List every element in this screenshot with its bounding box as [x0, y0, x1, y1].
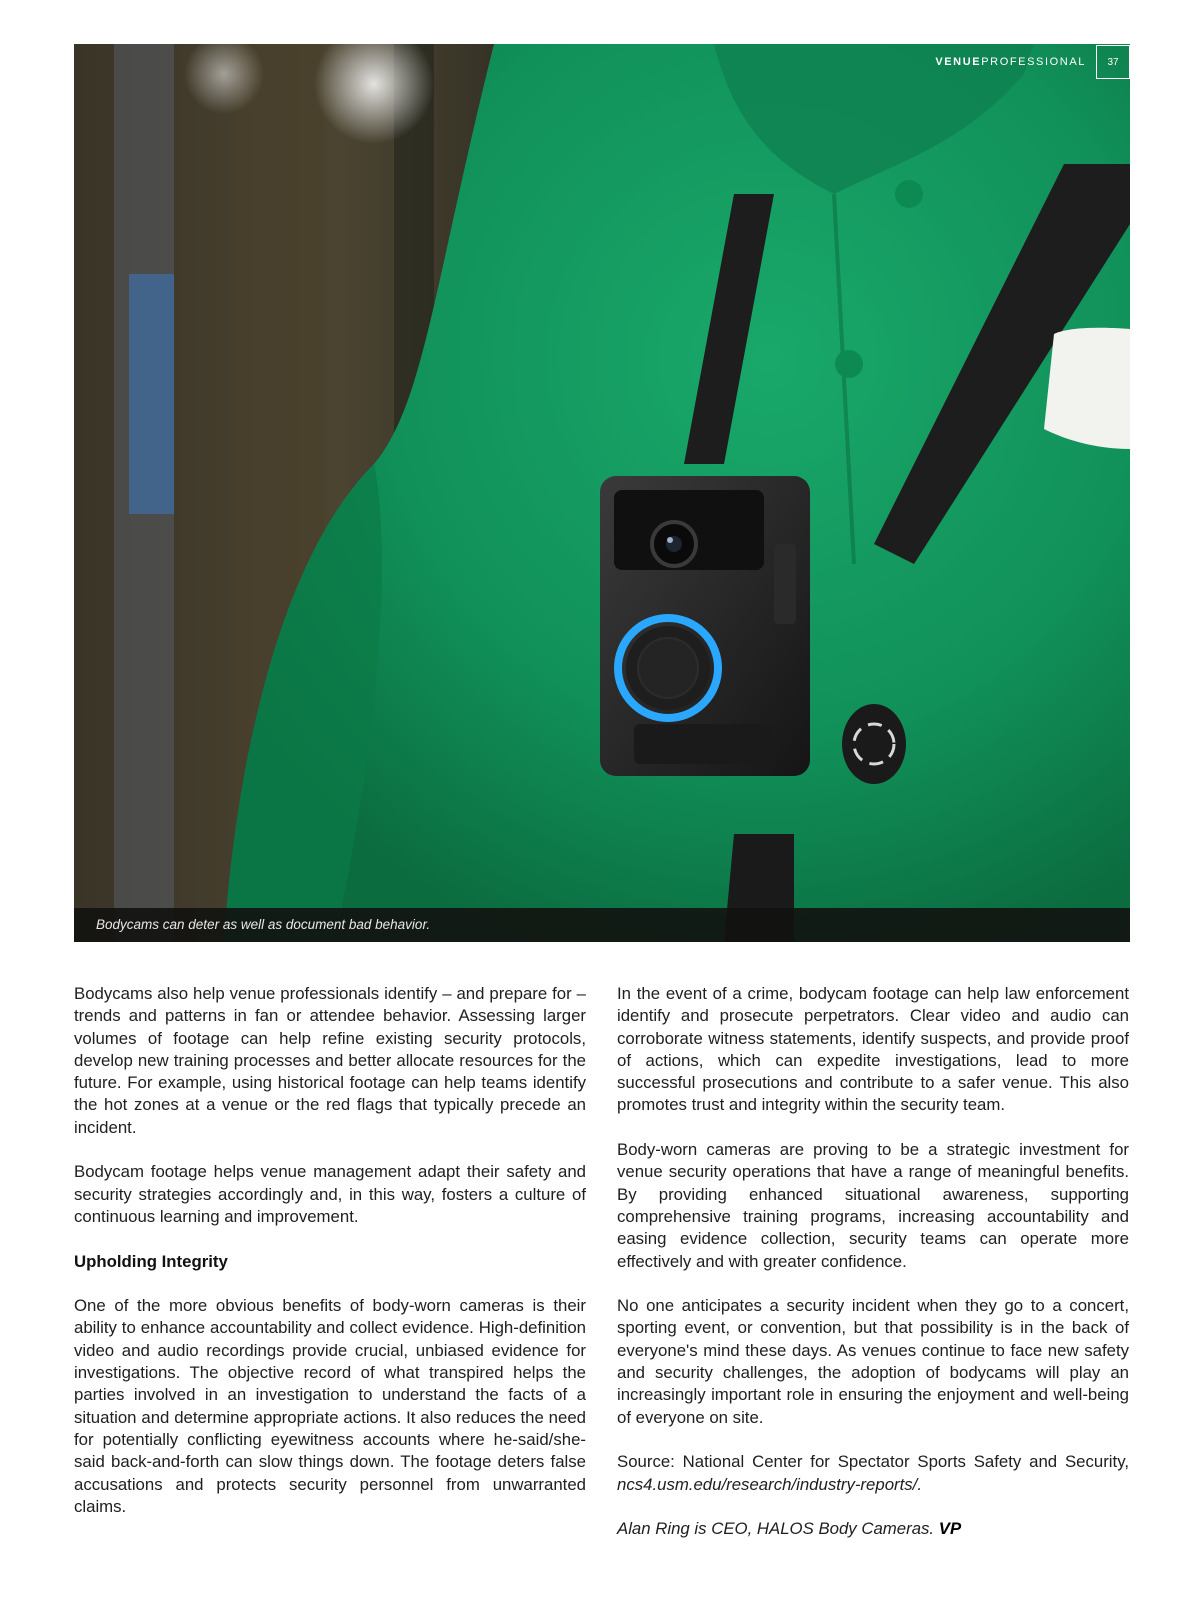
- brand-light: PROFESSIONAL: [981, 56, 1086, 68]
- source-label: Source: National Center for Spectator Sports Safety and Security,: [617, 1452, 1129, 1472]
- article-column-right: [617, 983, 1129, 1540]
- end-mark: VP: [938, 1519, 962, 1539]
- source-citation: [617, 1451, 1129, 1496]
- paragraph: Bodycam footage helps venue management adapt their safety and security strategies accordingly and, in this way, fosters a culture of continuous learning and improvement.: [74, 1162, 586, 1226]
- masthead: [935, 44, 1130, 80]
- author-byline: [617, 1518, 1129, 1540]
- section-heading: Upholding Integrity: [74, 1251, 228, 1271]
- paragraph: Bodycams also help venue professionals identify – and prepare for – trends and patterns in fan or attendee behavior. Assessing larger volumes of footage can help refine existing security protocols, develop new training processes and better allocate resources for the future. For example, using historical footage can help teams identify the hot zones at a venue or the red flags that typically precede an incident.: [74, 984, 586, 1137]
- brand-bold: VENUE: [935, 56, 982, 68]
- paragraph: Body-worn cameras are proving to be a strategic investment for venue security operations that have a range of meaningful benefits. By providing enhanced situational awareness, supporting comprehensive training programs, increasing accountability and easing evidence collection, security teams can operate more effectively and with greater confidence.: [617, 1140, 1129, 1271]
- publication-name: [935, 56, 1096, 68]
- byline-text: Alan Ring is CEO, HALOS Body Cameras.: [617, 1519, 935, 1539]
- photo-caption: Bodycams can deter as well as document bad behavior.: [74, 908, 1130, 942]
- bodycam-photo-illustration: [74, 44, 1130, 942]
- paragraph: In the event of a crime, bodycam footage can help law enforcement identify and prosecute perpetrators. Clear video and audio can corroborate witness statements, identify suspects, and provide proof of actions, which can expedite investigations, lead to more successful prosecutions and contribute to a safer venue. This also promotes trust and integrity within the security team.: [617, 984, 1129, 1115]
- paragraph: One of the more obvious benefits of body-worn cameras is their ability to enhance accountability and collect evidence. High-definition video and audio recordings provide crucial, unbiased evidence for investigations. The objective record of what transpired helps the parties involved in an investigation to understand the facts of a situation and determine appropriate actions. It also reduces the need for potentially conflicting eyewitness accounts where he-said/she-said back-and-forth can slow things down. The footage deters false accusations and protects security personnel from unwarranted claims.: [74, 1296, 586, 1516]
- hero-photo: [74, 44, 1130, 942]
- source-url: ncs4.usm.edu/research/industry-reports/.: [617, 1474, 922, 1494]
- paragraph: No one anticipates a security incident when they go to a concert, sporting event, or convention, but that possibility is in the back of everyone's mind these days. As venues continue to face new safety and security challenges, the adoption of bodycams will play an increasingly important role in ensuring the enjoyment and well-being of everyone on site.: [617, 1296, 1129, 1427]
- article-column-left: [74, 983, 586, 1518]
- page-number: 37: [1096, 45, 1130, 79]
